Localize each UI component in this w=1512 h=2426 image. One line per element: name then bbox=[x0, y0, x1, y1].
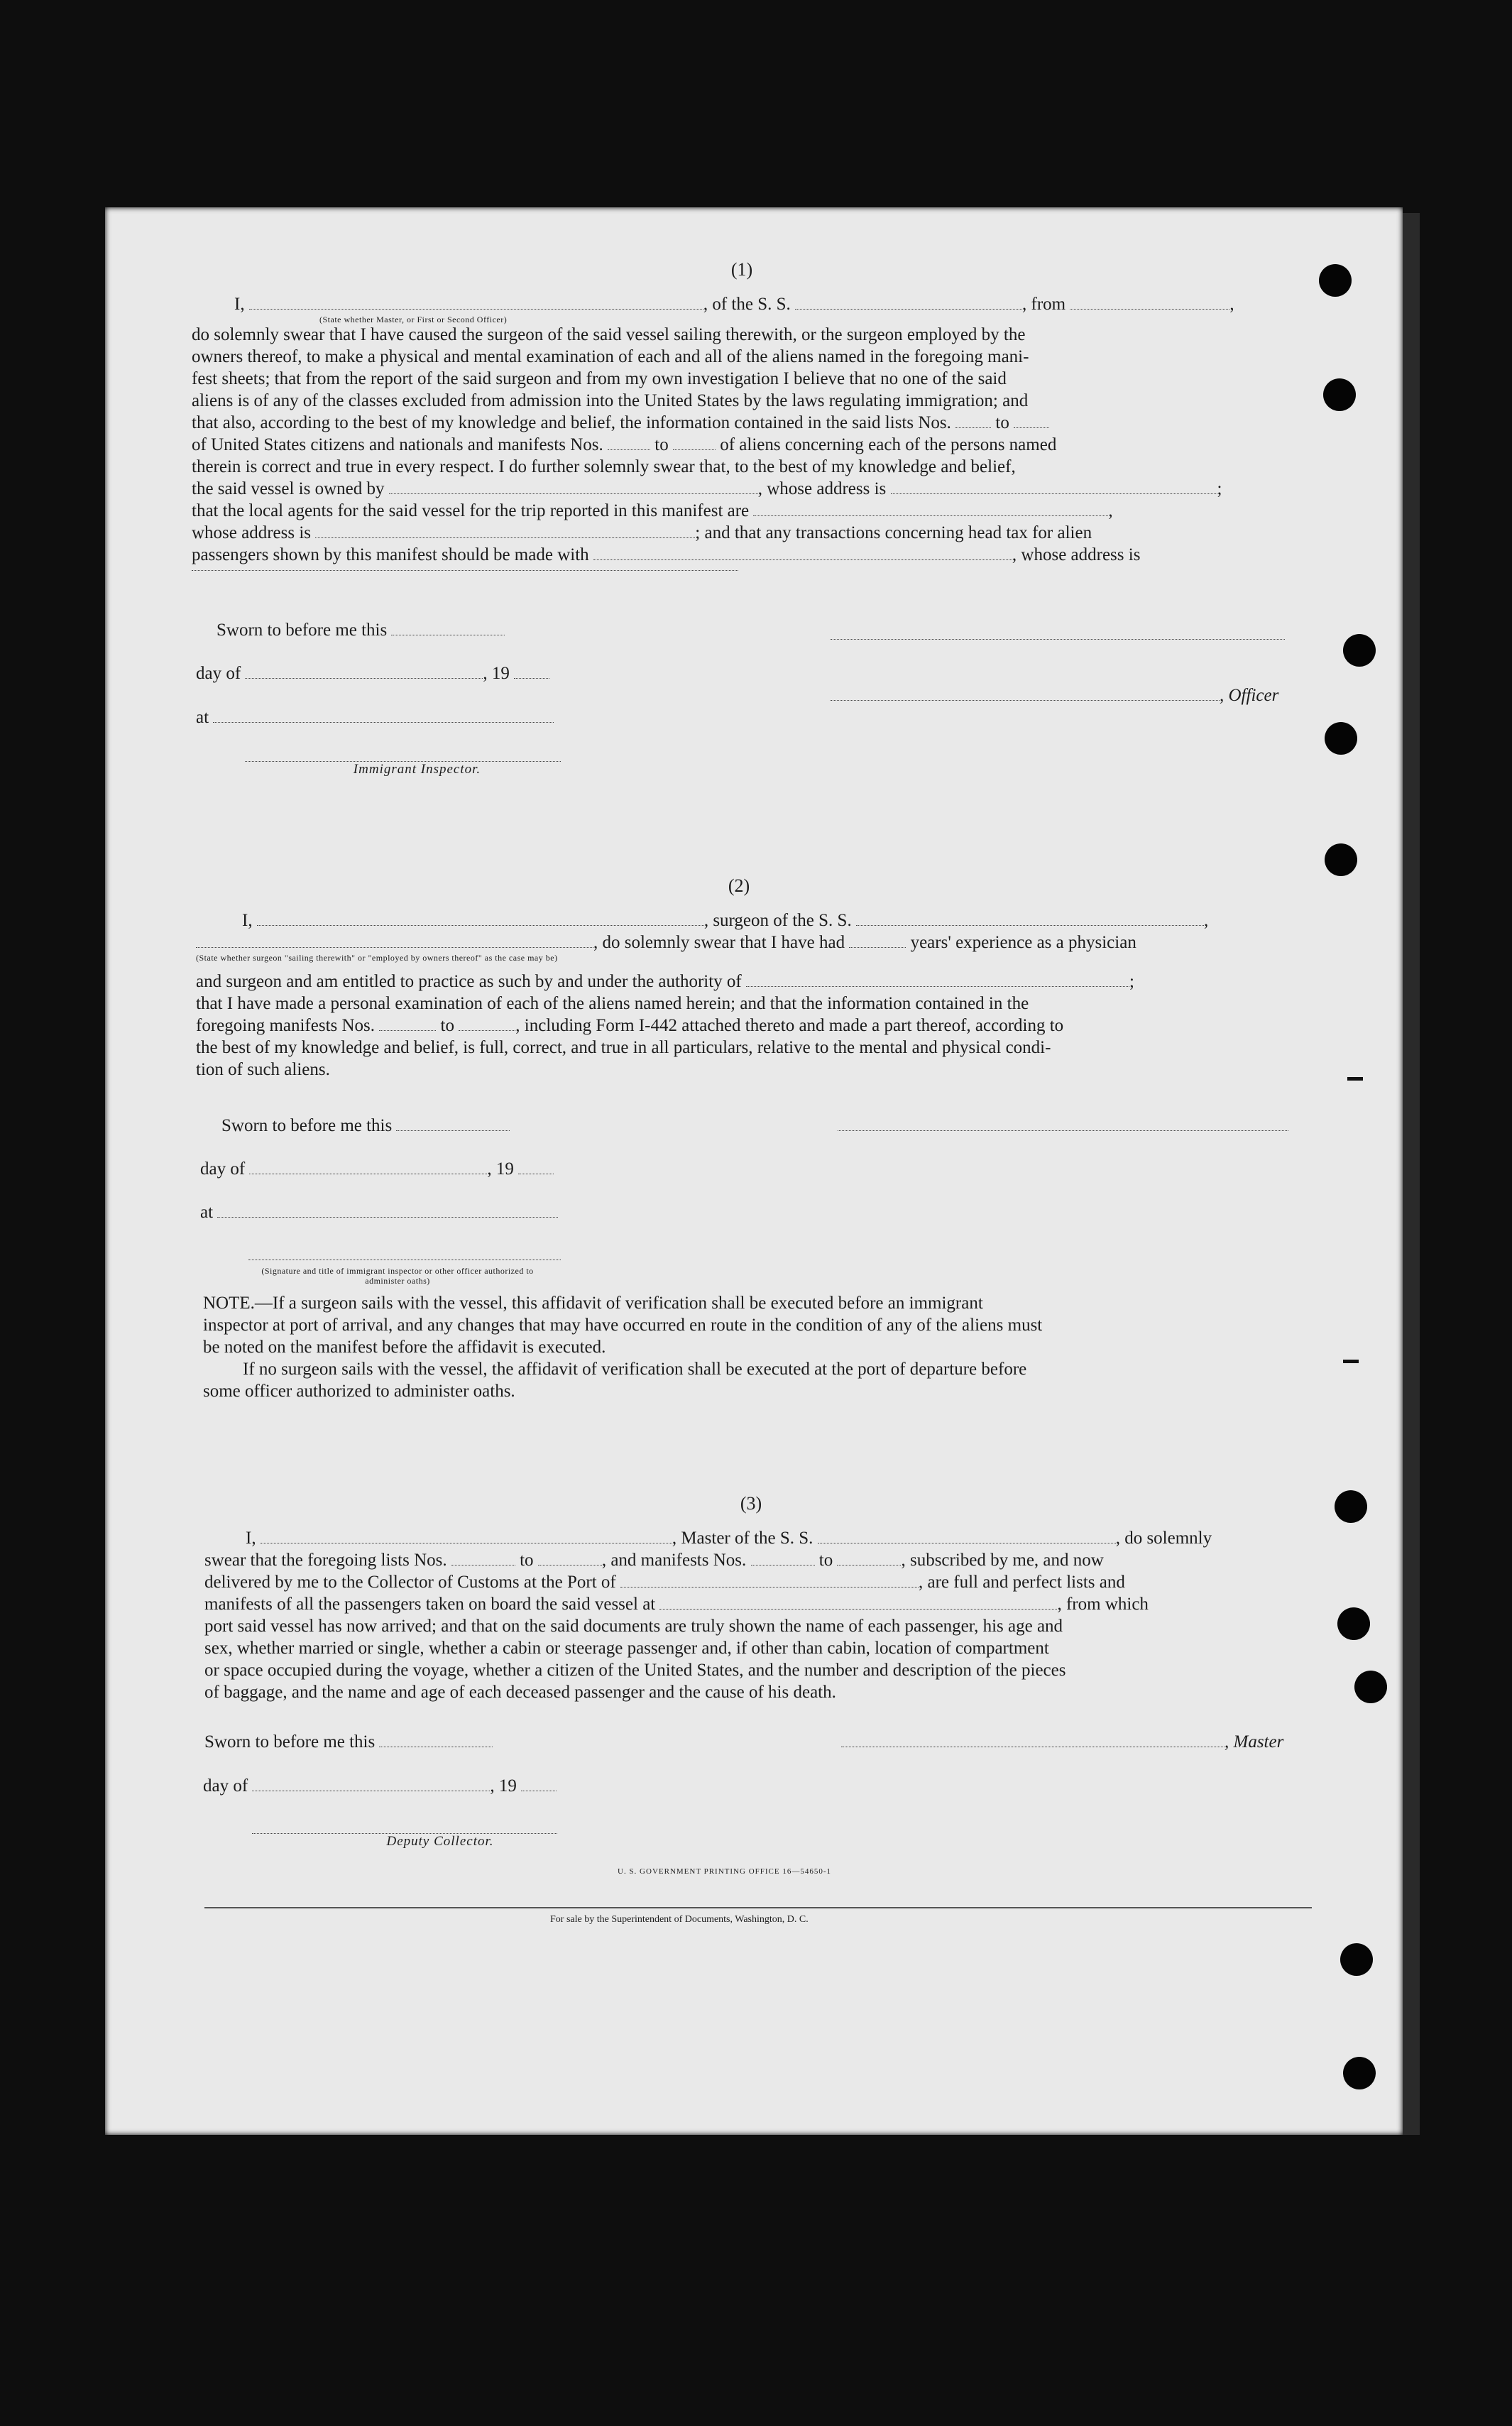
oath-line: port said vessel has now arrived; and that on the said documents are truly shown the name of each passenger, his age and bbox=[204, 1617, 1063, 1636]
surgeon-signature-field[interactable] bbox=[838, 1115, 1288, 1131]
binder-hole bbox=[1323, 378, 1356, 411]
note-block bbox=[203, 1292, 1303, 1402]
manifest-number-field[interactable] bbox=[459, 1015, 515, 1031]
years-experience-field[interactable] bbox=[849, 931, 906, 948]
section-number: (2) bbox=[728, 875, 750, 896]
note-line: some officer authorized to administer oaths. bbox=[203, 1382, 515, 1401]
signature-caption: (Signature and title of immigrant inspector or other officer authorized to administer oaths) bbox=[261, 1266, 534, 1286]
address-continuation-field[interactable] bbox=[192, 566, 738, 571]
place-field[interactable] bbox=[213, 706, 554, 723]
name-field[interactable] bbox=[261, 1527, 672, 1543]
list-number-field[interactable] bbox=[955, 412, 991, 428]
manifest-number-field[interactable] bbox=[379, 1015, 436, 1031]
oath-line: the best of my knowledge and belief, is full, correct, and true in all particulars, relative to the mental and physical condi- bbox=[196, 1038, 1051, 1057]
sworn-day-field[interactable] bbox=[379, 1731, 493, 1747]
binder-hole bbox=[1319, 264, 1352, 297]
master-signature-line: , Master bbox=[841, 1731, 1283, 1752]
manifest-number-field[interactable] bbox=[673, 434, 716, 450]
collector-signature bbox=[252, 1833, 557, 1849]
local-agents-field[interactable] bbox=[753, 500, 1108, 516]
vessel-name-field[interactable] bbox=[818, 1527, 1116, 1543]
collector-caption: Deputy Collector. bbox=[386, 1834, 494, 1849]
sworn-line: Sworn to before me this bbox=[204, 1731, 493, 1752]
oath-line: I, , Master of the S. S. , do solemnly bbox=[246, 1529, 1212, 1548]
name-field[interactable] bbox=[257, 909, 704, 926]
oath-line: delivered by me to the Collector of Customs at the Port of , are full and perfect lists and bbox=[204, 1573, 1125, 1592]
binder-hole bbox=[1343, 634, 1376, 667]
list-number-field[interactable] bbox=[1014, 412, 1049, 428]
printer-imprint: U. S. GOVERNMENT PRINTING OFFICE 16—54650-1 bbox=[618, 1867, 832, 1876]
sworn-day-field[interactable] bbox=[396, 1115, 510, 1131]
section-number: (1) bbox=[730, 259, 753, 280]
master-signature-field[interactable] bbox=[841, 1731, 1225, 1747]
binder-hole bbox=[1335, 1490, 1367, 1523]
oath-line: foregoing manifests Nos. to , including Form I-442 attached thereto and made a part thereof, according to bbox=[196, 1016, 1064, 1035]
vessel-name-field[interactable] bbox=[795, 293, 1022, 310]
oath-line: therein is correct and true in every respect. I do further solemnly swear that, to the best of my knowledge and belief, bbox=[192, 457, 1016, 476]
oath-line: that the local agents for the said vessel for the trip reported in this manifest are , bbox=[192, 501, 1113, 520]
binder-hole bbox=[1343, 2057, 1376, 2089]
day-line: day of , 19 bbox=[203, 1775, 557, 1796]
oath-line: swear that the foregoing lists Nos. to , and manifests Nos. to , subscribed by me, and now bbox=[204, 1551, 1104, 1570]
signature-field[interactable] bbox=[831, 623, 1285, 640]
day-line: day of , 19 bbox=[196, 662, 549, 684]
place-field[interactable] bbox=[217, 1201, 558, 1218]
note-line: inspector at port of arrival, and any changes that may have occurred en route in the condition of any of the aliens must bbox=[203, 1316, 1043, 1335]
binder-hole bbox=[1325, 843, 1357, 876]
oath-line: do solemnly swear that I have caused the surgeon of the said vessel sailing therewith, or the surgeon employed by the bbox=[192, 325, 1026, 344]
owner-address-field[interactable] bbox=[891, 478, 1217, 494]
binder-hole bbox=[1337, 1607, 1370, 1640]
sworn-line: Sworn to before me this bbox=[221, 1115, 510, 1136]
oath-line: whose address is ; and that any transactions concerning head tax for alien bbox=[192, 523, 1092, 542]
officer-signature-line bbox=[831, 623, 1285, 645]
inspector-signature bbox=[245, 761, 561, 777]
instruction-note: (State whether surgeon "sailing therewith" or "employed by owners thereof" as the case may be) bbox=[196, 953, 558, 963]
oath-line: that I have made a personal examination of each of the aliens named herein; and that the information contained in the bbox=[196, 994, 1029, 1013]
month-field[interactable] bbox=[245, 662, 483, 679]
oath-line: of baggage, and the name and age of each deceased passenger and the cause of his death. bbox=[204, 1683, 836, 1702]
oath-line: sex, whether married or single, whether a cabin or steerage passenger and, if other than cabin, location of compartment bbox=[204, 1639, 1049, 1658]
signature-line bbox=[838, 1115, 1288, 1136]
oath-line: or space occupied during the voyage, whether a citizen of the United States, and the number and description of the pieces bbox=[204, 1661, 1066, 1680]
oath-line: I, , of the S. S. , from , bbox=[234, 295, 1234, 314]
page-shadow-edge bbox=[1403, 213, 1420, 2135]
manifest-number-field[interactable] bbox=[837, 1549, 901, 1566]
section-master-lists-oath bbox=[204, 1493, 1305, 1703]
oath-line: owners thereof, to make a physical and mental examination of each and all of the aliens named in the foregoing mani- bbox=[192, 347, 1029, 366]
section-surgeon-oath bbox=[196, 875, 1296, 1081]
at-line: at bbox=[200, 1201, 558, 1223]
list-number-field[interactable] bbox=[538, 1549, 602, 1566]
oath-line: passengers shown by this manifest should be made with , whose address is bbox=[192, 545, 1141, 564]
manifest-number-field[interactable] bbox=[608, 434, 650, 450]
head-tax-contact-field[interactable] bbox=[593, 544, 1012, 560]
oath-line: manifests of all the passengers taken on board the said vessel at , from which bbox=[204, 1595, 1149, 1614]
instruction-note: (State whether Master, or First or Second Officer) bbox=[319, 315, 508, 324]
oath-line: , do solemnly swear that I have had years' experience as a physician bbox=[196, 931, 1296, 954]
list-number-field[interactable] bbox=[451, 1549, 515, 1566]
oath-line: tion of such aliens. bbox=[196, 1060, 330, 1079]
owner-field[interactable] bbox=[389, 478, 758, 494]
oath-line: I, , surgeon of the S. S. , bbox=[242, 911, 1209, 930]
oath-line: of United States citizens and nationals and manifests Nos. to of aliens concerning each of the persons named bbox=[192, 435, 1057, 454]
inspector-caption: Immigrant Inspector. bbox=[353, 762, 481, 777]
sworn-day-field[interactable] bbox=[391, 619, 505, 635]
margin-dash-mark bbox=[1347, 1077, 1363, 1081]
note-line: be noted on the manifest before the affidavit is executed. bbox=[203, 1338, 606, 1357]
oath-line: fest sheets; that from the report of the said surgeon and from my own investigation I believe that no one of the said bbox=[192, 369, 1007, 388]
margin-dash-mark bbox=[1343, 1360, 1359, 1363]
agent-address-field[interactable] bbox=[315, 522, 695, 538]
binder-hole bbox=[1325, 722, 1357, 755]
footer-rule bbox=[204, 1907, 1312, 1908]
name-field[interactable] bbox=[249, 293, 703, 310]
oath-line: aliens is of any of the classes excluded from admission into the United States by the laws regulating immigration; and bbox=[192, 391, 1029, 410]
note-line: If no surgeon sails with the vessel, the affidavit of verification shall be executed at the port of departure before bbox=[243, 1360, 1027, 1379]
surgeon-status-field[interactable] bbox=[196, 931, 593, 948]
authority-field[interactable] bbox=[746, 971, 1129, 987]
port-field[interactable] bbox=[620, 1571, 919, 1588]
year-field[interactable] bbox=[521, 1775, 557, 1791]
binder-hole bbox=[1354, 1671, 1387, 1703]
officer-signature-field[interactable] bbox=[831, 684, 1220, 701]
month-field[interactable] bbox=[252, 1775, 490, 1791]
officer-line: , Officer bbox=[831, 684, 1278, 706]
at-line: at bbox=[196, 706, 554, 728]
section-master-oath bbox=[192, 259, 1292, 571]
sale-notice: For sale by the Superintendent of Documents, Washington, D. C. bbox=[550, 1914, 809, 1925]
oath-line: and surgeon and am entitled to practice as such by and under the authority of ; bbox=[196, 972, 1134, 991]
oath-line: the said vessel is owned by , whose address is ; bbox=[192, 479, 1222, 498]
year-field[interactable] bbox=[514, 662, 549, 679]
oath-line: that also, according to the best of my knowledge and belief, the information contained in the said lists Nos. to bbox=[192, 412, 1292, 434]
year-field[interactable] bbox=[518, 1158, 554, 1174]
month-field[interactable] bbox=[249, 1158, 487, 1174]
note-line: NOTE.—If a surgeon sails with the vessel, this affidavit of verification shall be executed before an immigrant bbox=[203, 1294, 983, 1313]
manifest-number-field[interactable] bbox=[751, 1549, 815, 1566]
vessel-name-field[interactable] bbox=[856, 909, 1204, 926]
binder-hole bbox=[1340, 1943, 1373, 1976]
section-number: (3) bbox=[740, 1493, 762, 1514]
port-from-field[interactable] bbox=[1070, 293, 1229, 310]
sworn-line: Sworn to before me this bbox=[217, 619, 505, 640]
inspector-signature bbox=[248, 1260, 561, 1286]
day-line: day of , 19 bbox=[200, 1158, 554, 1179]
departure-port-field[interactable] bbox=[659, 1593, 1057, 1610]
